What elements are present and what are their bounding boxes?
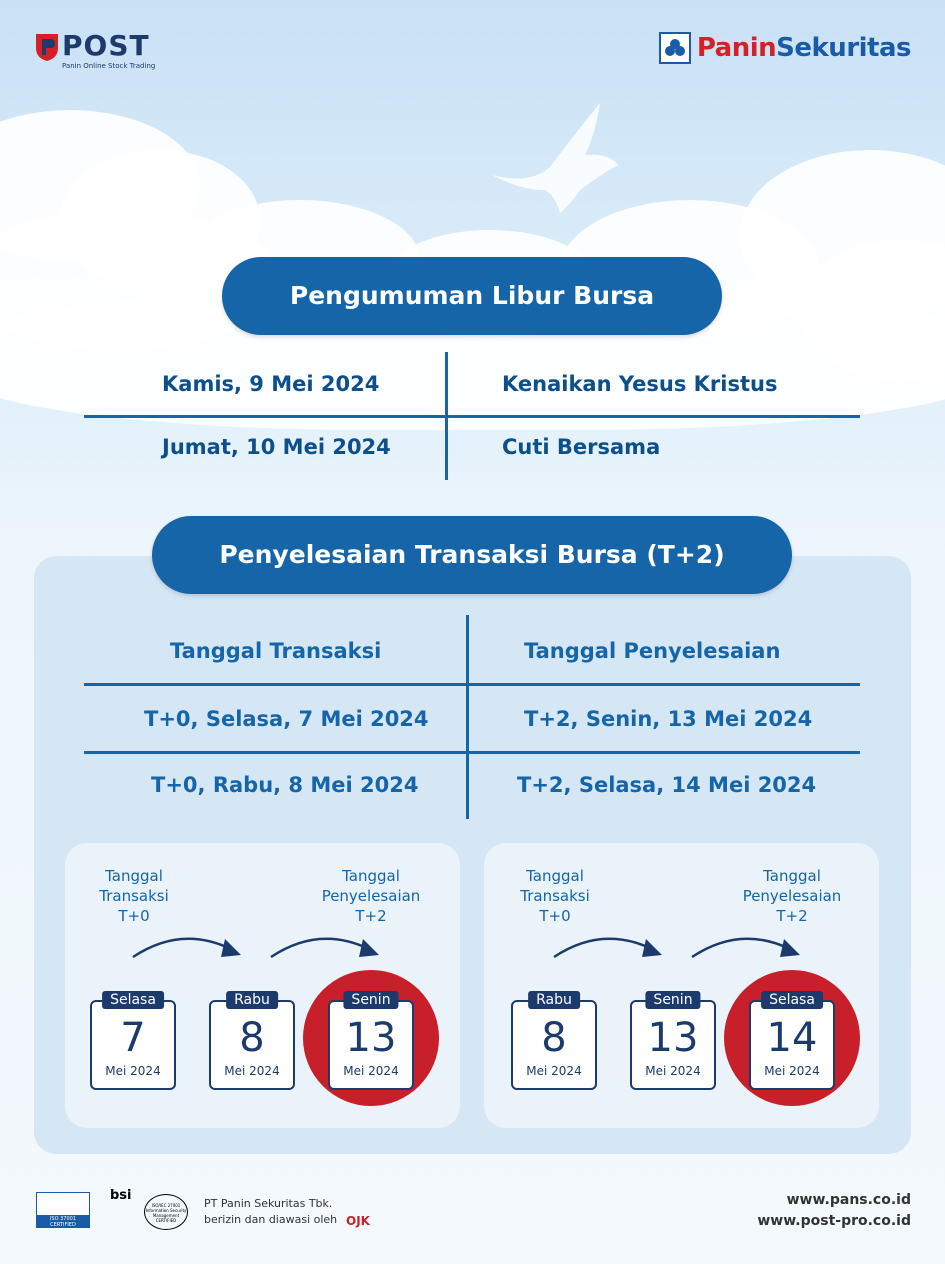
holiday-table	[84, 352, 860, 482]
label-line: Penyelesaian	[321, 887, 421, 905]
calendar-icon	[209, 992, 295, 1090]
calendar-day: Senin	[343, 991, 398, 1009]
label-line: Tanggal	[342, 867, 400, 885]
header	[0, 28, 945, 78]
label-line: Penyelesaian	[742, 887, 842, 905]
transaction-label	[508, 866, 602, 926]
calendar-month: Mei 2024	[343, 1064, 399, 1078]
calendar-day: Rabu	[226, 991, 278, 1009]
footer	[0, 1180, 945, 1240]
company-info	[204, 1196, 337, 1228]
settlement-date: T+2, Selasa, 14 Mei 2024	[517, 773, 817, 797]
panin-logo[interactable]	[659, 32, 911, 64]
bsi-word: bsi	[110, 1188, 132, 1203]
calendar-date: 8	[239, 1015, 265, 1061]
settlement-card	[484, 843, 879, 1128]
holiday-date: Kamis, 9 Mei 2024	[162, 372, 380, 396]
transaction-label	[87, 866, 181, 926]
calendar-icon	[328, 992, 414, 1090]
holiday-desc: Cuti Bersama	[502, 435, 661, 459]
iso-label: ISO 37001 CERTIFIED	[37, 1215, 89, 1227]
label-line: T+2	[776, 907, 808, 925]
settlement-title: Penyelesaian Transaksi Bursa (T+2)	[152, 516, 792, 594]
calendar-month: Mei 2024	[645, 1064, 701, 1078]
calendar-date: 13	[647, 1015, 699, 1061]
website-links	[757, 1190, 911, 1232]
settlement-table	[84, 615, 860, 820]
column-header: Tanggal Penyelesaian	[524, 639, 781, 663]
post-logo-word: POST	[62, 29, 150, 62]
company-license: berizin dan diawasi oleh	[204, 1213, 338, 1226]
settlement-label	[726, 866, 858, 926]
post-logo[interactable]	[34, 29, 156, 70]
bsi-cert: ISO/IEC 27001 Information Security Management CERTIFIED	[144, 1194, 188, 1230]
calendar-icon	[630, 992, 716, 1090]
arrow-icon	[131, 931, 251, 965]
calendar-month: Mei 2024	[526, 1064, 582, 1078]
calendar-day: Senin	[645, 991, 700, 1009]
calendar-icon	[90, 992, 176, 1090]
dove-icon	[490, 95, 620, 220]
calendar-icon	[749, 992, 835, 1090]
calendar-month: Mei 2024	[764, 1064, 820, 1078]
announcement-title: Pengumuman Libur Bursa	[222, 257, 722, 335]
settlement-date: T+2, Senin, 13 Mei 2024	[524, 707, 813, 731]
label-line: Tanggal	[763, 867, 821, 885]
calendar-date: 7	[120, 1015, 146, 1061]
calendar-date: 13	[345, 1015, 397, 1061]
transaction-date: T+0, Selasa, 7 Mei 2024	[144, 707, 429, 731]
calendar-icon	[511, 992, 597, 1090]
iso-badge	[36, 1192, 90, 1228]
panin-word-red: Panin	[696, 33, 777, 63]
table-divider	[84, 751, 860, 754]
calendar-month: Mei 2024	[224, 1064, 280, 1078]
calendar-day: Selasa	[761, 991, 823, 1009]
website-link[interactable]: www.pans.co.id	[786, 1192, 911, 1208]
label-line: Tanggal	[105, 867, 163, 885]
settlement-label	[305, 866, 437, 926]
arrow-icon	[269, 931, 389, 965]
company-name: PT Panin Sekuritas Tbk.	[204, 1197, 333, 1210]
calendar-date: 8	[541, 1015, 567, 1061]
calendar-day: Rabu	[528, 991, 580, 1009]
arrow-icon	[690, 931, 810, 965]
holiday-desc: Kenaikan Yesus Kristus	[502, 372, 778, 396]
post-shield-icon	[34, 32, 60, 62]
calendar-day: Selasa	[102, 991, 164, 1009]
label-line: Transaksi	[520, 887, 590, 905]
website-link[interactable]: www.post-pro.co.id	[757, 1213, 911, 1229]
label-line: Transaksi	[99, 887, 169, 905]
panin-emblem-icon	[659, 32, 691, 64]
arrow-icon	[552, 931, 672, 965]
bsi-badge	[106, 1188, 188, 1232]
panin-word-blue: Sekuritas	[776, 33, 911, 63]
holiday-date: Jumat, 10 Mei 2024	[162, 435, 391, 459]
transaction-date: T+0, Rabu, 8 Mei 2024	[151, 773, 419, 797]
table-divider	[466, 615, 469, 819]
label-line: Tanggal	[526, 867, 584, 885]
settlement-card	[65, 843, 460, 1128]
table-divider	[84, 683, 860, 686]
ojk-logo	[346, 1210, 402, 1228]
label-line: T+2	[355, 907, 387, 925]
ojk-label: OJK	[346, 1214, 370, 1228]
table-divider	[84, 415, 860, 418]
label-line: T+0	[539, 907, 571, 925]
column-header: Tanggal Transaksi	[170, 639, 382, 663]
label-line: T+0	[118, 907, 150, 925]
calendar-date: 14	[766, 1015, 818, 1061]
post-logo-subtitle: Panin Online Stock Trading	[62, 62, 156, 70]
calendar-month: Mei 2024	[105, 1064, 161, 1078]
